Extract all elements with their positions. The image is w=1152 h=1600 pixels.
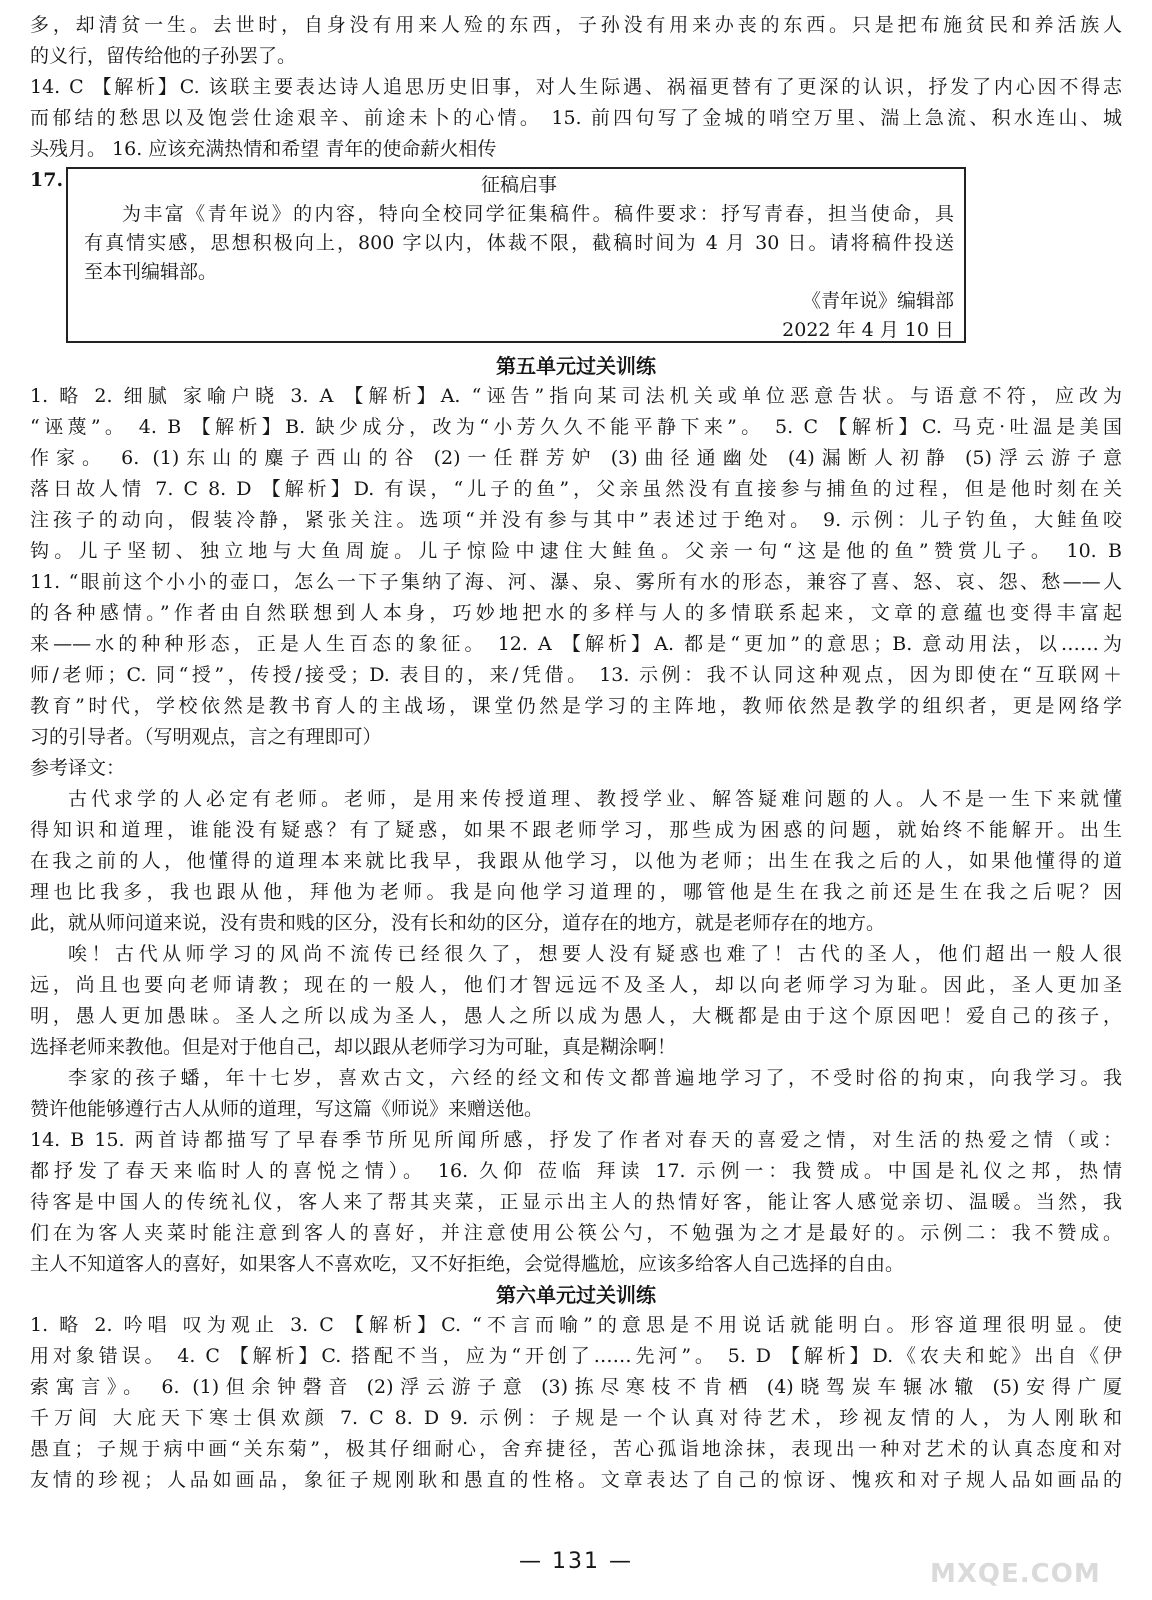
text-line: 千万间 大庇天下寒士俱欢颜 7. C 8. D 9. 示例：子规是一个认真对待艺术，珍视友情的人，为人刚耿和	[30, 1407, 1122, 1429]
text-line: 古代求学的人必定有老师。老师，是用来传授道理、教授学业、解答疑难问题的人。人不是一生下来就懂	[68, 788, 1122, 810]
page-content	[30, 10, 1122, 1496]
text-line: 师/老师；C. 同“授”，传授/接受；D. 表目的，来/凭借。 13. 示例：我不认同这种观点，因为即使在“互联网＋	[30, 664, 1122, 686]
notice-signer: 《青年说》编辑部	[801, 290, 954, 312]
text-line: 14. C 【解析】C. 该联主要表达诗人追思历史旧事，对人生际遇、祸福更替有了更深的认识，抒发了内心因不得志	[30, 76, 1122, 98]
unit5-heading: 第五单元过关训练	[496, 354, 656, 378]
text-line: 李家的孩子蟠，年十七岁，喜欢古文，六经的经文和传文都普遍地学习了，不受时俗的拘束，向我学习。我	[68, 1067, 1122, 1089]
text-line: 多，却清贫一生。去世时，自身没有用来人殓的东西，子孙没有用来办丧的东西。只是把布施贫民和养活族人	[30, 14, 1122, 36]
translation-paragraph	[30, 784, 1122, 939]
text-line: 1. 略 2. 细腻 家喻户晓 3. A 【解析】A. “诬告”指向某司法机关或单位恶意告状。与语意不符，应改为	[30, 385, 1122, 407]
notice-date: 2022 年 4 月 10 日	[782, 319, 954, 341]
top-answers	[30, 10, 1122, 165]
text-line: 落日故人情 7. C 8. D 【解析】D. 有误，“儿子的鱼”，父亲虽然没有直接参与捕鱼的过程，但是他时刻在关	[30, 478, 1122, 500]
text-line: 待客是中国人的传统礼仪，客人来了帮其夹菜，正显示出主人的热情好客，能让客人感觉亲切、温暖。当然，我	[30, 1191, 1122, 1213]
text-line: 教育”时代，学校依然是教书育人的主战场，课堂仍然是学习的主阵地，教师依然是教学的组织者，更是网络学	[30, 695, 1122, 717]
text-line: 远，尚且也要向老师请教；现在的一般人，他们才智远远不及圣人，却以向老师学习为耻。因此，圣人更加圣	[30, 974, 1122, 996]
text-line: 的义行，留传给他的子孙罢了。	[30, 45, 297, 67]
text-line: 在我之前的人，他懂得的道理本来就比我早，我跟从他学习，以他为老师；出生在我之后的人，如果他懂得的道	[30, 850, 1122, 872]
text-line: 明，愚人更加愚昧。圣人之所以成为圣人，愚人之所以成为愚人，大概都是由于这个原因吧！爱自己的孩子，	[30, 1005, 1122, 1027]
text-line: 的各种感情。”作者由自然联想到人本身，巧妙地把水的多样与人的多情联系起来，文章的意蕴也变得丰富起	[30, 602, 1122, 624]
text-line: 来——水的种种形态，正是人生百态的象征。 12. A 【解析】A. 都是“更加”的意思；B. 意动用法，以……为	[30, 633, 1122, 655]
text-line: 11. “眼前这个小小的壶口，怎么一下子集纳了海、河、瀑、泉、雾所有水的形态，兼容了喜、怒、哀、怨、愁——人	[30, 571, 1122, 593]
text-line: 而郁结的愁思以及饱尝仕途艰辛、前途未卜的心情。 15. 前四句写了金城的哨空万里、湍上急流、积水连山、城	[30, 107, 1122, 129]
text-line: 愚直；子规于病中画“关东菊”，极其仔细耐心，舍弃捷径，苦心孤诣地涂抹，表现出一种对艺术的认真态度和对	[30, 1438, 1122, 1460]
text-line: 主人不知道客人的喜好，如果客人不喜欢吃，又不好拒绝，会觉得尴尬，应该多给客人自己选择的自由。	[30, 1253, 905, 1275]
text-line: 选择老师来教他。但是对于他自己，却以跟从老师学习为可耻，真是糊涂啊！	[30, 1036, 677, 1058]
text-line: 友情的珍视；人品如画品，象征子规刚耿和愚直的性格。文章表达了自己的惊讶、愧疚和对子规人品如画品的	[30, 1469, 1122, 1491]
site-watermark: MXQE.COM	[930, 1559, 1101, 1589]
text-line: 赞许他能够遵行古人从师的道理，写这篇《师说》来赠送他。	[30, 1098, 544, 1120]
text-line: 唉！古代从师学习的风尚不流传已经很久了，想要人没有疑惑也难了！古代的圣人，他们超出一般人很	[68, 943, 1122, 965]
unit6-answers	[30, 1310, 1122, 1496]
translation-paragraph	[30, 1063, 1122, 1125]
unit5-answers	[30, 381, 1122, 1280]
text-line: 作家。 6. (1)东山的麋子西山的谷 (2)一任群芳妒 (3)曲径通幽处 (4)漏断人初静 (5)浮云游子意	[30, 447, 1122, 469]
notice-title: 征稿启事	[480, 174, 557, 196]
text-line: 都抒发了春天来临时人的喜悦之情）。 16. 久仰 莅临 拜读 17. 示例一：我赞成。中国是礼仪之邦，热情	[30, 1160, 1122, 1182]
text-line: 习的引导者。（写明观点，言之有理即可）	[30, 726, 382, 748]
page-number: — 131 —	[519, 1549, 633, 1574]
text-line: 得知识和道理，谁能没有疑惑？有了疑惑，如果不跟老师学习，那些成为困惑的问题，就始终不能解开。出生	[30, 819, 1122, 841]
text-line: 此，就从师问道来说，没有贵和贱的区分，没有长和幼的区分，道存在的地方，就是老师存在的地方。	[30, 912, 886, 934]
notice-body-line: 为丰富《青年说》的内容，特向全校同学征集稿件。稿件要求：抒写青春，担当使命，具	[122, 203, 954, 225]
text-line: 14. B 15. 两首诗都描写了早春季节所见所闻所感，抒发了作者对春天的喜爱之情，对生活的热爱之情（或：	[30, 1129, 1122, 1151]
notice-body-line: 至本刊编辑部。	[84, 261, 218, 283]
text-line: “诬蔑”。 4. B 【解析】B. 缺少成分，改为“小芳久久不能平静下来”。 5. C 【解析】C. 马克·吐温是美国	[30, 416, 1122, 438]
text-line: 索寓言》。 6. (1)但余钟磬音 (2)浮云游子意 (3)拣尽寒枝不肯栖 (4)晓驾炭车辗冰辙 (5)安得广厦	[30, 1376, 1122, 1398]
text-line: 们在为客人夹菜时能注意到客人的喜好，并注意使用公筷公勺，不勉强为之才是最好的。示例二：我不赞成。	[30, 1222, 1122, 1244]
translation-label: 参考译文：	[30, 757, 126, 779]
text-line: 1. 略 2. 吟唱 叹为观止 3. C 【解析】C. “不言而喻”的意思是不用说话就能明白。形容道理很明显。使	[30, 1314, 1122, 1336]
answer-17-notice	[30, 165, 1122, 351]
text-line: 头残月。 16. 应该充满热情和希望 青年的使命薪火相传	[30, 138, 497, 160]
text-line: 用对象错误。 4. C 【解析】C. 搭配不当，应为“开创了……先河”。 5. D 【解析】D.《农夫和蛇》出自《伊	[30, 1345, 1122, 1367]
translation-paragraph	[30, 939, 1122, 1063]
notice-box	[66, 167, 966, 343]
unit6-heading: 第六单元过关训练	[496, 1283, 656, 1307]
text-line: 理也比我多，我也跟从他，拜他为老师。我是向他学习道理的，哪管他是生在我之前还是生在我之后呢？因	[30, 881, 1122, 903]
notice-body-line: 有真情实感，思想积极向上，800 字以内，体裁不限，截稿时间为 4 月 30 日。请将稿件投送	[84, 232, 954, 254]
text-line: 注孩子的动向，假装冷静，紧张关注。选项“并没有参与其中”表述过于绝对。 9. 示例：儿子钓鱼，大鲑鱼咬	[30, 509, 1122, 531]
question-number: 17.	[30, 169, 64, 191]
text-line: 钩。儿子坚韧、独立地与大鱼周旋。儿子惊险中逮住大鲑鱼。父亲一句“这是他的鱼”赞赏儿子。 10. B	[30, 540, 1122, 562]
